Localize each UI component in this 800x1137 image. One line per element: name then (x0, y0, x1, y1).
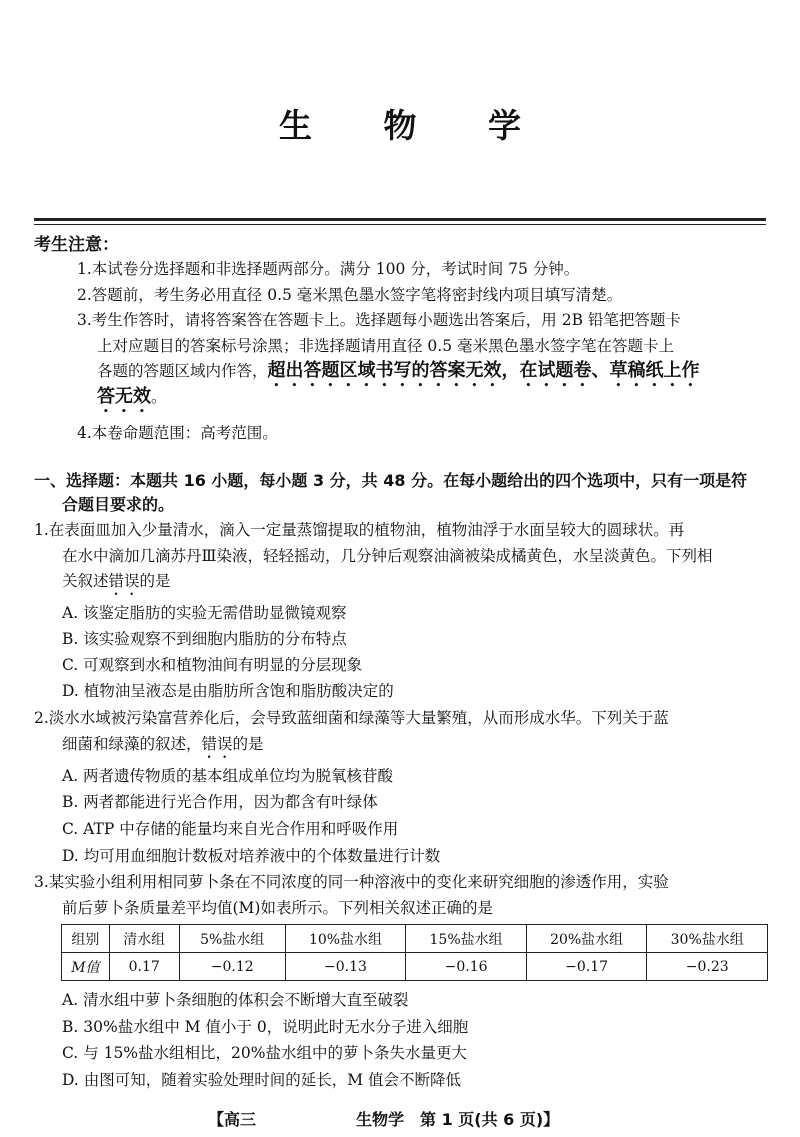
header-rule-thick (34, 218, 766, 221)
notice-item-3-cont: 上对应题目的答案标号涂黑；非选择题请用直径 0.5 毫米黑色墨水签字笔在答题卡上 (97, 337, 675, 355)
table-cell: −0.16 (406, 953, 527, 981)
q2-option-c: C. ATP 中存储的能量均来自光合作用和呼吸作用 (62, 820, 399, 838)
notice-item-3: 3.考生作答时，请将答案答在答题卡上。选择题每小题选出答案后，用 2B 铅笔把答题卡 (77, 311, 681, 329)
q2-option-b: B. 两者都能进行光合作用，因为都含有叶绿体 (62, 793, 378, 811)
notice-emphasis: 超出答题区域书写的答案无效，在试题卷、草稿纸上作 (267, 360, 700, 381)
q2-emphasis: 错误 (201, 735, 233, 753)
q2-option-d: D. 均可用血细胞计数板对培养液中的个体数量进行计数 (62, 847, 441, 865)
q3-stem-line-1: 3.某实验小组利用相同萝卜条在不同浓度的同一种溶液中的变化来研究细胞的渗透作用，实验 (34, 873, 669, 891)
q3-data-table (61, 924, 768, 981)
notice-item-3-cont2 (97, 360, 700, 391)
table-cell: 5%盐水组 (179, 925, 285, 953)
q1-stem-text: 关叙述 (62, 572, 109, 590)
q1-option-b: B. 该实验观察不到细胞内脂肪的分布特点 (62, 630, 347, 648)
notice-item-4: 4.本卷命题范围：高考范围。 (77, 424, 278, 442)
q3-option-c: C. 与 15%盐水组相比，20%盐水组中的萝卜条失水量更大 (62, 1044, 467, 1062)
notice-item-3-text: 各题的答题区域内作答， (97, 362, 268, 380)
q2-stem-line-1: 2.淡水水域被污染富营养化后，会导致蓝细菌和绿藻等大量繁殖，从而形成水华。下列关于蓝 (34, 709, 669, 727)
q1-emphasis: 错误 (108, 572, 140, 590)
table-cell: 清水组 (109, 925, 179, 953)
section-1-heading-cont: 合题目要求的。 (62, 495, 175, 514)
q1-option-c: C. 可观察到水和植物油间有明显的分层现象 (62, 656, 363, 674)
q3-stem-line-2: 前后萝卜条质量差平均值(M)如表所示。下列相关叙述正确的是 (62, 899, 493, 917)
q1-stem-line-1: 1.在表面皿加入少量清水，滴入一定量蒸馏提取的植物油，植物油浮于水面呈较大的圆球状。再 (34, 521, 685, 539)
q1-option-a: A. 该鉴定脂肪的实验无需借助显微镜观察 (62, 604, 347, 622)
q3-option-d: D. 由图可知，随着实验处理时间的延长，M 值会不断降低 (62, 1071, 462, 1089)
q2-stem-end: 的是 (232, 735, 264, 753)
q2-option-a: A. 两者遗传物质的基本组成单位均为脱氧核苷酸 (62, 767, 394, 785)
table-cell: 10%盐水组 (285, 925, 406, 953)
notice-item-1: 1.本试卷分选择题和非选择题两部分。满分 100 分，考试时间 75 分钟。 (77, 260, 580, 278)
notice-heading: 考生注意： (34, 235, 119, 255)
table-cell: 30%盐水组 (647, 925, 768, 953)
q1-stem-line-3 (62, 570, 171, 599)
notice-item-3-end (97, 386, 167, 417)
q1-stem-line-2: 在水中滴加几滴苏丹Ⅲ染液，轻轻摇动，几分钟后观察油滴被染成橘黄色，水呈淡黄色。下列相 (62, 547, 713, 565)
table-cell: 15%盐水组 (406, 925, 527, 953)
page-title: 生 物 学 (279, 106, 551, 145)
notice-period: 。 (151, 388, 167, 406)
table-cell: M值 (62, 953, 110, 981)
table-row (62, 953, 768, 981)
q3-option-a: A. 清水组中萝卜条细胞的体积会不断增大直至破裂 (62, 991, 409, 1009)
header-rule-thin (34, 224, 766, 225)
footer-grade: 【高三 (208, 1110, 257, 1129)
table-cell: −0.12 (179, 953, 285, 981)
q2-stem-text: 细菌和绿藻的叙述， (62, 735, 202, 753)
q1-stem-end: 的是 (139, 572, 171, 590)
table-cell: 0.17 (109, 953, 179, 981)
notice-emphasis-end: 答无效 (97, 386, 151, 407)
table-cell: 20%盐水组 (526, 925, 647, 953)
table-cell: −0.13 (285, 953, 406, 981)
table-cell: 组别 (62, 925, 110, 953)
notice-item-2: 2.答题前，考生务必用直径 0.5 毫米黑色墨水签字笔将密封线内项目填写清楚。 (77, 286, 623, 304)
q3-option-b: B. 30%盐水组中 M 值小于 0，说明此时无水分子进入细胞 (62, 1018, 469, 1036)
table-header-row (62, 925, 768, 953)
table-cell: −0.23 (647, 953, 768, 981)
table-cell: −0.17 (526, 953, 647, 981)
q2-stem-line-2 (62, 733, 264, 762)
section-1-heading: 一、选择题：本题共 16 小题，每小题 3 分，共 48 分。在每小题给出的四个选项中，只有一项是符 (34, 471, 748, 490)
footer-page-info: 生物学 第 1 页(共 6 页)】 (356, 1110, 560, 1129)
q1-option-d: D. 植物油呈液态是由脂肪所含饱和脂肪酸决定的 (62, 682, 394, 700)
